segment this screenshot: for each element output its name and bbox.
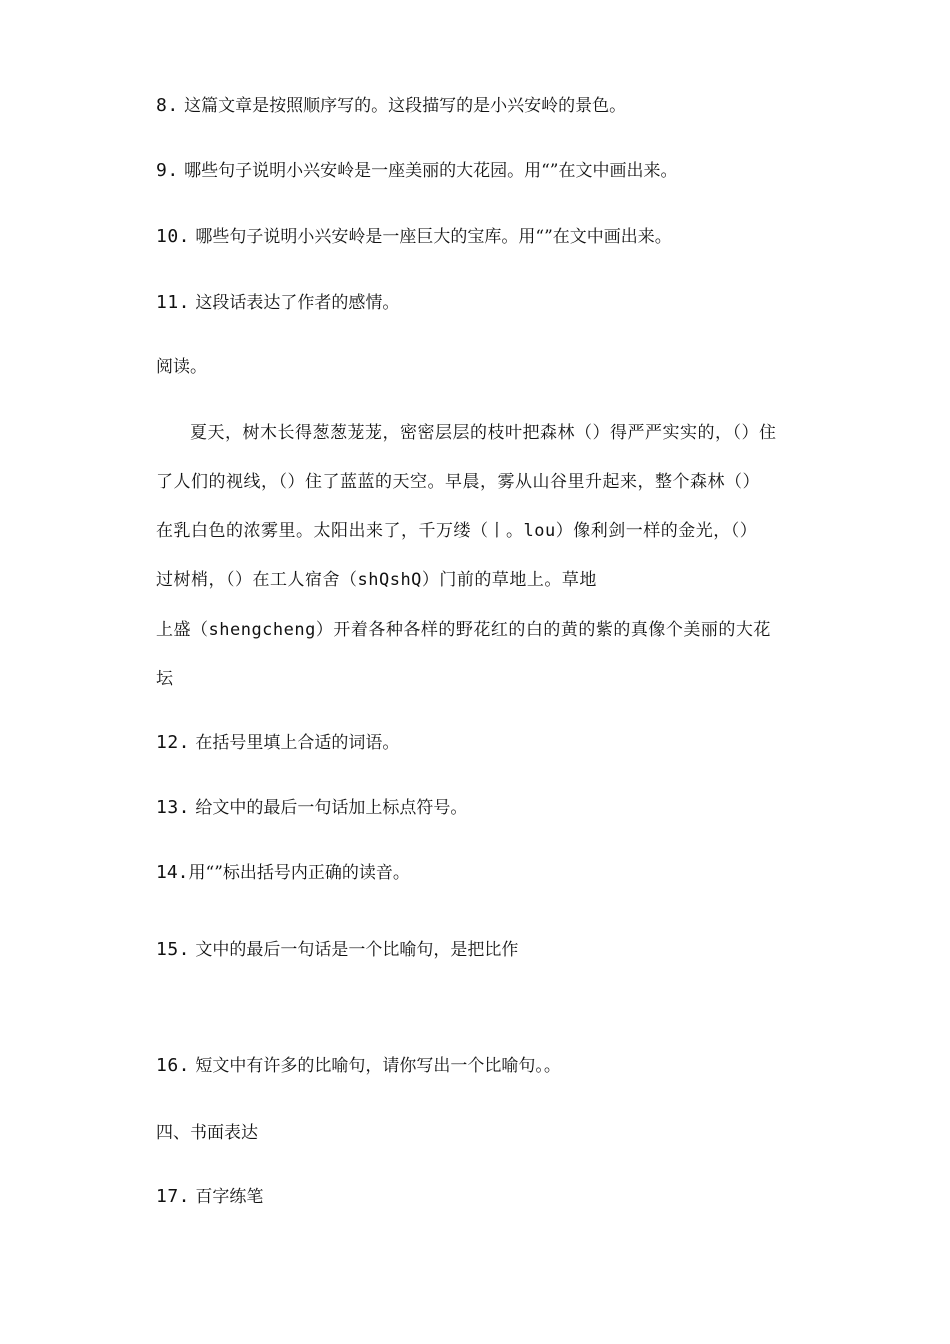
passage-line: 夏天，树木长得葱葱茏茏，密密层层的枝叶把森林（）得严严实实的，（）住 — [190, 423, 777, 443]
question-number: 14. — [156, 862, 189, 883]
section-heading: 四、书面表达 — [156, 1123, 258, 1143]
passage-text: 像利剑一样的金光，（） — [573, 521, 758, 541]
question-17 — [156, 1185, 263, 1209]
pinyin-text: lou） — [523, 521, 574, 541]
passage-text: 过树梢，（）在工人宿舍（ — [156, 570, 358, 590]
pinyin-text: shengcheng） — [208, 620, 334, 640]
passage-line: 坛 — [156, 669, 174, 689]
question-text: 在括号里填上合适的词语。 — [195, 733, 400, 753]
question-11 — [156, 291, 399, 315]
question-text: 这篇文章是按照顺序写的。这段描写的是小兴安岭的景色。 — [184, 96, 627, 116]
question-number: 16. — [156, 1055, 191, 1076]
question-number: 12. — [156, 732, 191, 753]
question-number: 11. — [156, 292, 191, 313]
question-15 — [156, 938, 518, 962]
question-number: 9. — [156, 160, 179, 181]
question-10 — [156, 225, 672, 249]
pinyin-text: shQshQ） — [357, 570, 440, 590]
passage-text: 门前的草地上。草地 — [439, 570, 597, 590]
question-text: 给文中的最后一句话加上标点符号。 — [195, 798, 468, 818]
passage-text: 开着各种各样的野花红的白的黄的紫的真像个美丽的大花 — [333, 620, 771, 640]
question-16 — [156, 1054, 561, 1078]
question-text: 哪些句子说明小兴安岭是一座巨大的宝库。用“”在文中画出来。 — [195, 227, 672, 247]
question-12 — [156, 731, 399, 755]
question-text: 百字练笔 — [195, 1187, 264, 1207]
passage-line — [156, 568, 597, 592]
passage-line: 了人们的视线，（）住了蓝蓝的天空。早晨，雾从山谷里升起来，整个森林（） — [156, 472, 760, 492]
question-text: 这段话表达了作者的感情。 — [195, 293, 400, 313]
question-text: 用“”标出括号内正确的读音。 — [188, 863, 410, 883]
question-13 — [156, 796, 467, 820]
question-text: 文中的最后一句话是一个比喻句，是把比作 — [195, 940, 519, 960]
passage-line — [156, 519, 757, 543]
passage-text: 在乳白色的浓雾里。太阳出来了，千万缕（丨。 — [156, 521, 524, 541]
question-14 — [156, 861, 410, 885]
question-number: 15. — [156, 939, 191, 960]
question-8 — [156, 94, 626, 118]
passage-line — [156, 618, 771, 642]
question-number: 8. — [156, 95, 179, 116]
question-text: 哪些句子说明小兴安岭是一座美丽的大花园。用“”在文中画出来。 — [184, 161, 678, 181]
question-number: 10. — [156, 226, 191, 247]
question-9 — [156, 159, 677, 183]
question-number: 17. — [156, 1186, 191, 1207]
question-number: 13. — [156, 797, 191, 818]
question-text: 短文中有许多的比喻句，请你写出一个比喻句。。 — [195, 1056, 561, 1076]
reading-heading: 阅读。 — [156, 357, 207, 377]
passage-text: 上盛（ — [156, 620, 209, 640]
